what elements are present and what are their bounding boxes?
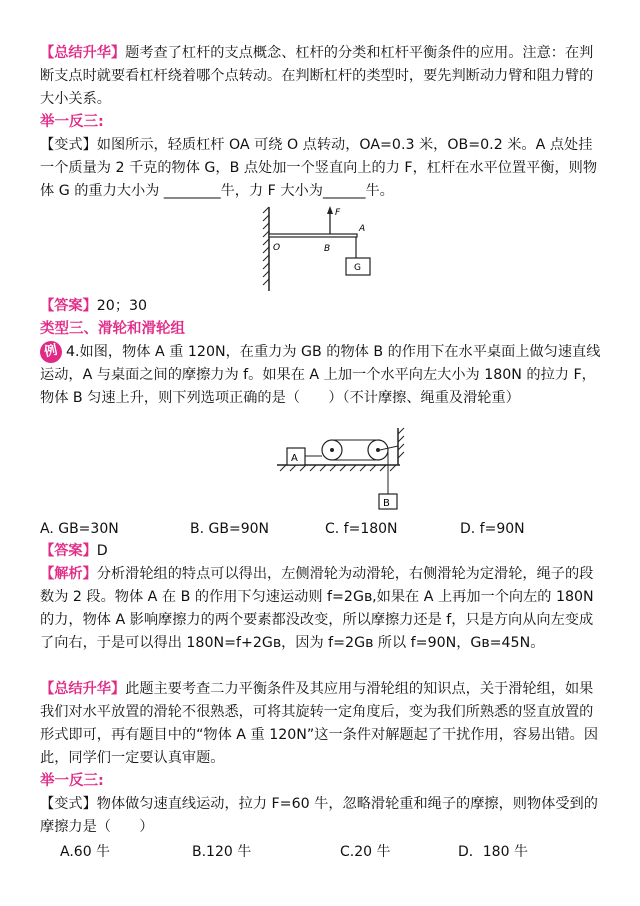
label-g: G bbox=[354, 263, 361, 273]
example-4-text: 4.如图，物体 A 重 120N，在重力为 GB 的物体 B 的作用下在水平桌面上做匀速直线运动，A 与桌面之间的摩擦力为 f。如果在 A 上加一个水平向左大小为 180N 的拉力 F，物体 B 匀速上升，则下列选项正确的是（ ）（不计摩擦、绳重及滑轮重） bbox=[40, 344, 601, 406]
variant-paragraph-2 bbox=[40, 793, 605, 839]
analysis-paragraph bbox=[40, 563, 605, 678]
option-c[interactable]: C. f=180N bbox=[325, 521, 398, 537]
example-4-options bbox=[40, 518, 605, 540]
option-c[interactable]: C.20 牛 bbox=[340, 844, 391, 860]
document-page bbox=[40, 42, 605, 863]
option-d[interactable]: D．180 牛 bbox=[458, 844, 528, 860]
practice-heading-2: 举一反三: bbox=[40, 773, 104, 789]
summary-paragraph-1 bbox=[40, 42, 605, 111]
variant-paragraph-1 bbox=[40, 134, 605, 203]
answer-paragraph-2 bbox=[40, 540, 605, 563]
answer-tag: 【答案】 bbox=[40, 298, 97, 314]
analysis-text: 分析滑轮组的特点可以得出，左侧滑轮为动滑轮，右侧滑轮为定滑轮，绳子的段数为 2 段。物体 A 在 B 的作用下匀速运动则 f=2Gʙ,如果在 A 上再加一个向左的 180N 的力，物体 A 影响摩擦力的两个要素都没改变，所以摩擦力还是 f，只是方向从向左变成了向右，于是可以得出 180N=f+2Gʙ，因为 f=2Gʙ 所以 f=90N，Gʙ=45N。 bbox=[40, 566, 594, 651]
pulley-figure bbox=[40, 410, 605, 510]
block-b-label: B bbox=[383, 498, 390, 509]
label-f: F bbox=[335, 208, 341, 218]
variant-2-options bbox=[40, 841, 605, 863]
option-d[interactable]: D. f=90N bbox=[460, 521, 525, 537]
practice-heading-1: 举一反三: bbox=[40, 114, 104, 130]
type3-heading: 类型三、滑轮和滑轮组 bbox=[40, 321, 185, 337]
label-o: O bbox=[273, 243, 281, 253]
variant-tag: 【变式】 bbox=[40, 796, 97, 812]
option-b[interactable]: B.120 牛 bbox=[192, 844, 252, 860]
option-a[interactable]: A. GB=30N bbox=[40, 521, 119, 537]
summary-text: 此题主要考查二力平衡条件及其应用与滑轮组的知识点，关于滑轮组，如果我们对水平放置的滑轮不很熟悉，可将其旋转一定角度后，变为我们所熟悉的竖直放置的形式即可，再有题目中的“物体 A 重 120N”这一条件对解题起了干扰作用，容易出错。因此，同学们一定要认真审题。 bbox=[40, 681, 599, 766]
answer-paragraph-1 bbox=[40, 295, 605, 318]
option-b[interactable]: B. GB=90N bbox=[190, 521, 269, 537]
answer-tag: 【答案】 bbox=[40, 543, 97, 559]
example-badge: 例 bbox=[38, 339, 64, 365]
option-a[interactable]: A.60 牛 bbox=[60, 844, 111, 860]
label-a: A bbox=[359, 224, 366, 234]
analysis-tag: 【解析】 bbox=[40, 566, 97, 582]
variant-text: 如图所示，轻质杠杆 OA 可绕 O 点转动，OA=0.3 米，OB=0.2 米。A 点处挂一个质量为 2 千克的物体 G，B 点处加一个竖直向上的力 F，杠杆在水平位置平衡，则物体 G 的重力大小为 ________牛，力 F 大小为______牛。 bbox=[40, 137, 598, 199]
lever-diagram bbox=[40, 203, 605, 293]
variant-tag: 【变式】 bbox=[40, 137, 97, 153]
summary-tag: 【总结升华】 bbox=[40, 681, 126, 697]
answer-text: 20；30 bbox=[96, 298, 148, 314]
label-b: B bbox=[324, 244, 331, 254]
example-4-paragraph bbox=[40, 341, 605, 410]
summary-paragraph-2 bbox=[40, 678, 605, 770]
summary-tag: 【总结升华】 bbox=[40, 45, 126, 61]
lever-figure bbox=[40, 203, 605, 293]
pulley-diagram bbox=[40, 410, 605, 510]
block-a-label: A bbox=[291, 453, 298, 464]
variant-text: 物体做匀速直线运动，拉力 F=60 牛，忽略滑轮重和绳子的摩擦，则物体受到的摩擦力是（ ） bbox=[40, 796, 598, 835]
summary-text: 题考查了杠杆的支点概念、杠杆的分类和杠杆平衡条件的应用。注意：在判断支点时就要看杠杆绕着哪个点转动。在判断杠杆的类型时，要先判断动力臂和阻力臂的大小关系。 bbox=[40, 45, 594, 107]
answer-text: D bbox=[96, 543, 108, 559]
